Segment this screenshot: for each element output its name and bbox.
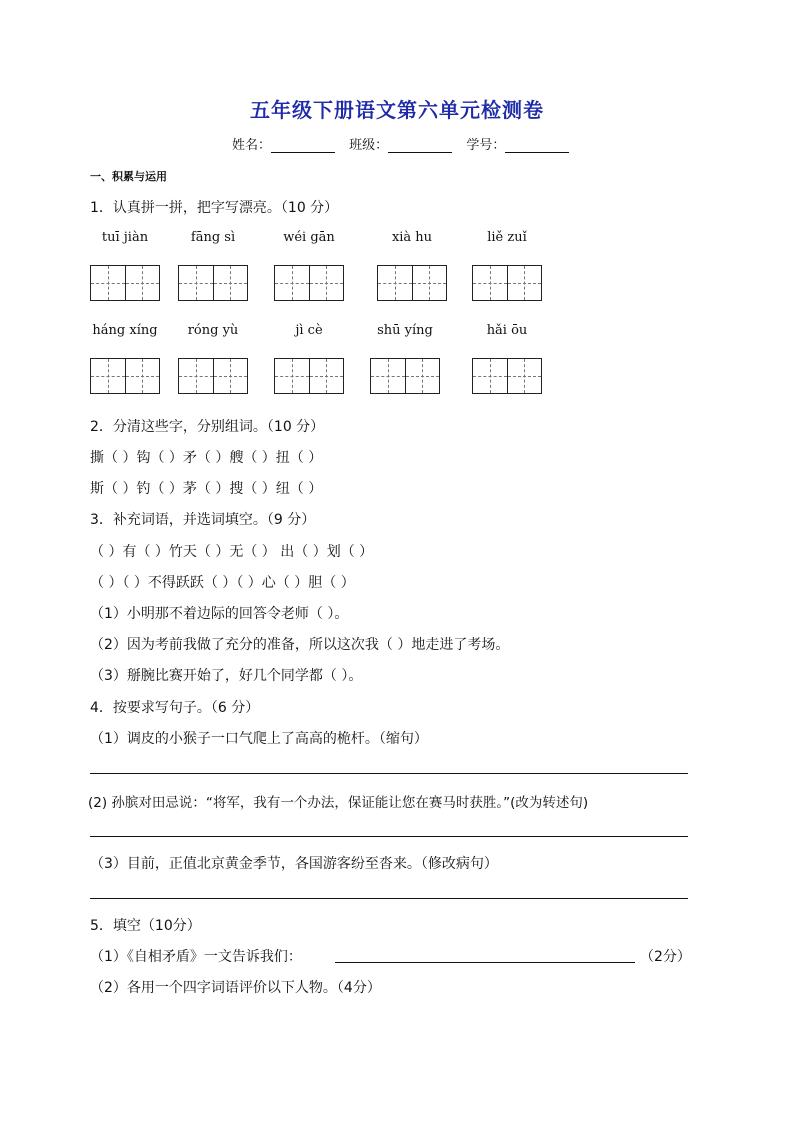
writing-grid[interactable] [274,358,344,394]
writing-grid[interactable] [472,265,542,301]
answer-line[interactable] [90,773,688,774]
answer-line[interactable] [90,836,688,837]
q5-sentence: （2）各用一个四字词语评价以下人物。（4分） [90,980,381,996]
pinyin: tuī jiàn [101,230,149,245]
pinyin: liě zuǐ [487,230,527,245]
page-title: 五年级下册语文第六单元检测卷 [250,98,544,122]
name-label: 姓名： [232,138,272,153]
score-label: （2分） [640,949,691,965]
pinyin: wéi gān [283,230,335,245]
class-field[interactable] [388,138,452,153]
writing-grid[interactable] [90,265,160,301]
q2-line: 撕（ ）钩（ ）矛（ ）艘（ ）扭（ ） [90,450,323,466]
pinyin: róng yù [187,323,239,338]
writing-grid[interactable] [472,358,542,394]
q2-line: 斯（ ）钓（ ）茅（ ）搜（ ）纽（ ） [90,481,323,497]
q3-line: （ ）有（ ）竹天（ ）无（ ） 出（ ）划（ ） [90,544,374,560]
pinyin: jì cè [295,323,323,338]
q3-sentence: （3）掰腕比赛开始了，好几个同学都（ ）。 [90,668,363,684]
name-field[interactable] [271,138,335,153]
q5-sentence: （1）《自相矛盾》一文告诉我们： [90,949,302,965]
number-label: 学号： [466,138,506,153]
writing-grid[interactable] [274,265,344,301]
q3-heading: 3．补充词语，并选词填空。（9 分） [90,512,316,528]
pinyin: hǎi ōu [486,323,528,338]
writing-grid[interactable] [370,358,440,394]
q4-sentence: （3）目前，正值北京黄金季节，各国游客纷至沓来。（修改病句） [90,856,498,872]
pinyin: xià hu [391,230,433,245]
q4-heading: 4．按要求写句子。（6 分） [90,700,260,716]
writing-grid[interactable] [90,358,160,394]
writing-grid[interactable] [377,265,447,301]
q2-heading: 2．分清这些字，分别组词。（10 分） [90,419,325,435]
pinyin: shū yíng [377,323,433,338]
answer-line[interactable] [335,962,635,963]
writing-grid[interactable] [178,358,248,394]
writing-grid[interactable] [178,265,248,301]
number-field[interactable] [505,138,569,153]
answer-line[interactable] [90,898,688,899]
section-heading: 一、积累与运用 [90,170,167,183]
q4-sentence: （1）调皮的小猴子一口气爬上了高高的桅杆。（缩句） [90,731,428,747]
q5-heading: 5．填空（10分） [90,918,201,934]
student-info [232,134,569,153]
class-label: 班级： [349,138,389,153]
q1-heading: 1．认真拼一拼，把字写漂亮。（10 分） [90,200,339,216]
q4-sentence: (2) 孙膑对田忌说：“将军，我有一个办法，保证能让您在赛马时获胜。”(改为转述句) [88,795,589,811]
q3-line: （ ）（ ）不得跃跃（ ）（ ）心（ ）胆（ ） [90,575,355,591]
q3-sentence: （2）因为考前我做了充分的准备，所以这次我（ ）地走进了考场。 [90,637,510,653]
pinyin: fāng sì [190,230,236,245]
q3-sentence: （1）小明那不着边际的回答令老师（ ）。 [90,606,349,622]
pinyin: háng xíng [92,323,158,338]
